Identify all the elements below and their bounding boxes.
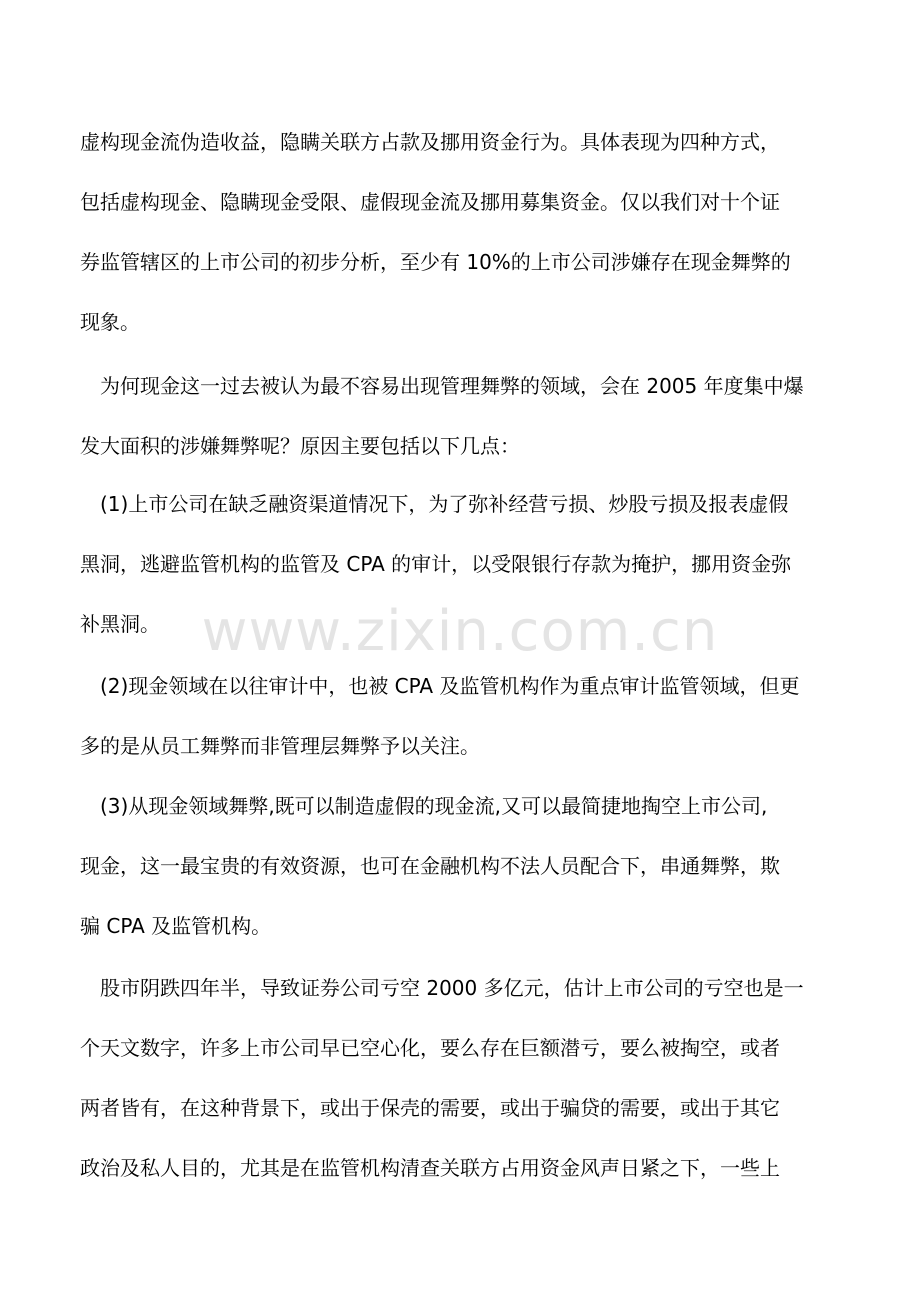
text-line: 发大面积的涉嫌舞弊呢？原因主要包括以下几点： — [80, 434, 520, 458]
watermark: www.zixin.com.cn — [201, 599, 719, 664]
text-line: 为何现金这一过去被认为最不容易出现管理舞弊的领域，会在 2005 年度集中爆 — [100, 374, 804, 398]
text-line: (1)上市公司在缺乏融资渠道情况下，为了弥补经营亏损、炒股亏损及报表虚假 — [100, 492, 789, 516]
text-line: 现象。 — [80, 310, 140, 334]
text-line: 多的是从员工舞弊而非管理层舞弊予以关注。 — [80, 734, 480, 758]
text-line: 两者皆有，在这种背景下，或出于保壳的需要，或出于骗贷的需要，或出于其它 — [80, 1096, 780, 1120]
text-line: 政治及私人目的，尤其是在监管机构清查关联方占用资金风声日紧之下，一些上 — [80, 1156, 780, 1180]
text-line: 现金，这一最宝贵的有效资源，也可在金融机构不法人员配合下，串通舞弊，欺 — [80, 854, 780, 878]
text-line: 个天文数字，许多上市公司早已空心化，要么存在巨额潜亏，要么被掏空，或者 — [80, 1036, 780, 1060]
text-line: 包括虚构现金、隐瞒现金受限、虚假现金流及挪用募集资金。仅以我们对十个证 — [80, 190, 780, 214]
text-line: 虚构现金流伪造收益，隐瞒关联方占款及挪用资金行为。具体表现为四种方式， — [80, 130, 780, 154]
text-line: 券监管辖区的上市公司的初步分析，至少有 10%的上市公司涉嫌存在现金舞弊的 — [80, 250, 791, 274]
text-line: 补黑洞。 — [80, 612, 160, 636]
text-line: 骗 CPA 及监管机构。 — [80, 914, 272, 938]
text-line: (3)从现金领域舞弊,既可以制造虚假的现金流,又可以最简捷地掏空上市公司, — [100, 794, 768, 818]
text-line: (2)现金领域在以往审计中，也被 CPA 及监管机构作为重点审计监管领域，但更 — [100, 674, 800, 698]
text-line: 股市阴跌四年半，导致证券公司亏空 2000 多亿元，估计上市公司的亏空也是一 — [100, 976, 804, 1000]
text-line: 黑洞，逃避监管机构的监管及 CPA 的审计，以受限银行存款为掩护，挪用资金弥 — [80, 552, 792, 576]
